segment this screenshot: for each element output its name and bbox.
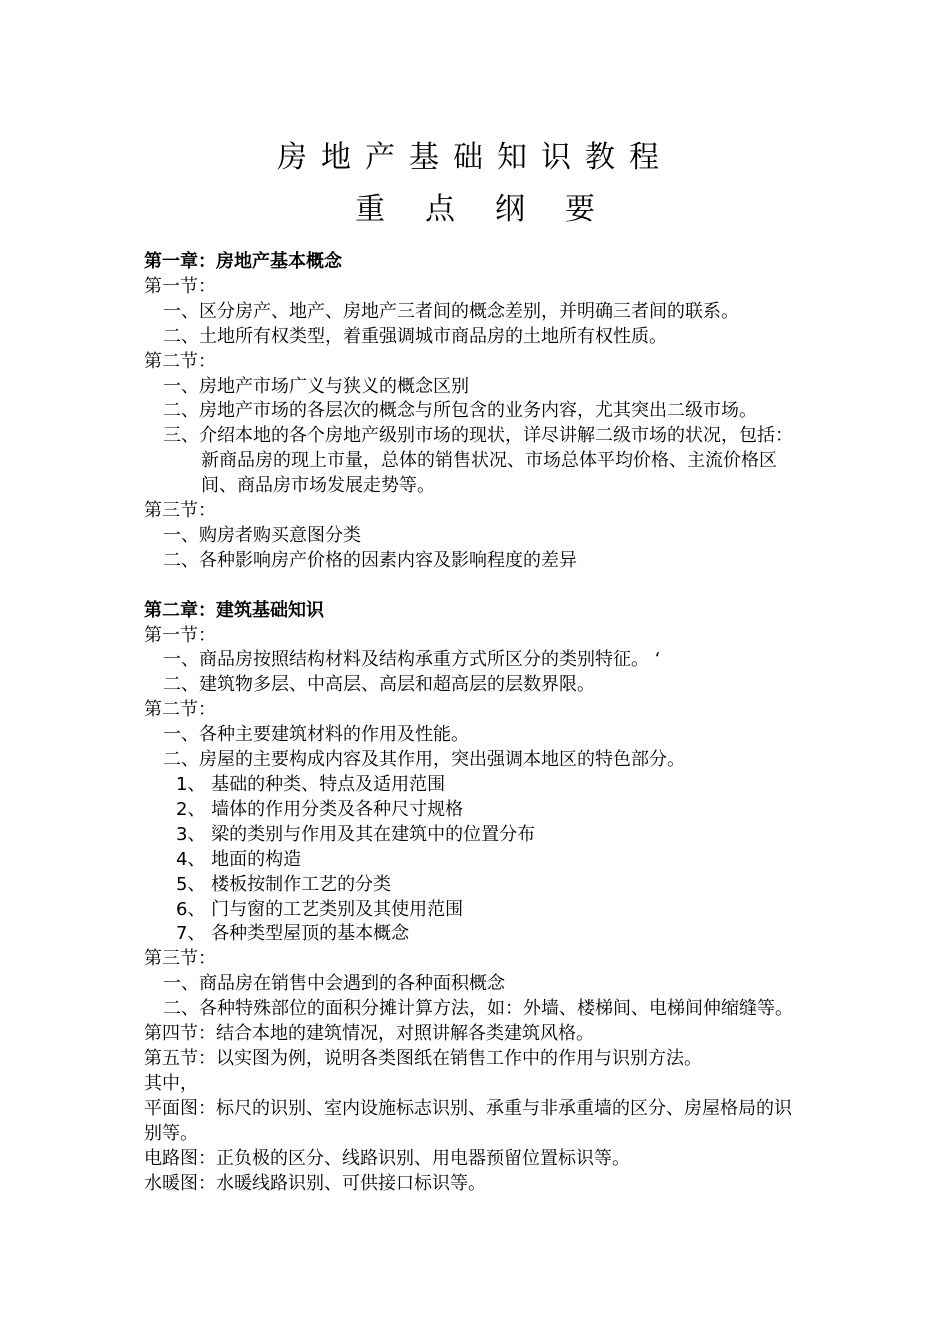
plan-item: 平面图：标尺的识别、室内设施标志识别、承重与非承重墙的区分、房屋格局的识别等。: [144, 1097, 792, 1144]
list-item: 一、区分房产、地产、房地产三者间的概念差别，并明确三者间的联系。: [163, 300, 739, 322]
document-title: 房地产基础知识教程: [277, 140, 673, 175]
list-item: 一、购房者购买意图分类: [163, 524, 361, 546]
list-item: 二、土地所有权类型，着重强调城市商品房的土地所有权性质。: [163, 325, 667, 347]
list-item: 一、商品房按照结构材料及结构承重方式所区分的类别特征。 ‘: [163, 649, 661, 671]
document-body: [144, 250, 809, 1196]
chapter-2-heading: 第二章：建筑基础知识: [144, 599, 324, 621]
list-item: 一、各种主要建筑材料的作用及性能。: [163, 724, 469, 746]
sub-list-item: 1、 基础的种类、特点及适用范围: [176, 774, 446, 796]
list-item: 一、商品房在销售中会遇到的各种面积概念: [163, 973, 505, 995]
section-label: 第三节：: [144, 500, 216, 522]
sub-list-item: 7、 各种类型屋顶的基本概念: [176, 923, 410, 945]
sub-list-item: 3、 梁的类别与作用及其在建筑中的位置分布: [176, 823, 536, 845]
section-label: 第二节：: [144, 699, 216, 721]
list-item: 二、房屋的主要构成内容及其作用，突出强调本地区的特色部分。: [163, 749, 685, 771]
among-line: 其中，: [144, 1072, 198, 1094]
sub-list-item: 6、 门与窗的工艺类别及其使用范围: [176, 898, 464, 920]
section-5-line: 第五节：以实图为例，说明各类图纸在销售工作中的作用与识别方法。: [144, 1047, 702, 1069]
list-item: 三、介绍本地的各个房地产级别市场的现状，详尽讲解二级市场的状况，包括：新商品房的现上市量，总体的销售状况、市场总体平均价格、主流价格区间、商品房市场发展走势等。: [163, 425, 793, 497]
list-item: 二、建筑物多层、中高层、高层和超高层的层数界限。: [163, 674, 595, 696]
plan-item: 水暖图：水暖线路识别、可供接口标识等。: [144, 1172, 486, 1194]
list-item: 二、各种特殊部位的面积分摊计算方法，如：外墙、楼梯间、电梯间伸缩缝等。: [163, 998, 793, 1020]
section-label: 第二节：: [144, 350, 216, 372]
section-label: 第一节：: [144, 275, 216, 297]
document-subtitle: 重点纲要: [355, 192, 635, 227]
chapter-1-heading: 第一章：房地产基本概念: [144, 251, 342, 272]
sub-list-item: 5、 楼板按制作工艺的分类: [176, 873, 392, 895]
sub-list-item: 4、 地面的构造: [176, 848, 302, 870]
list-item: 一、房地产市场广义与狭义的概念区别: [163, 375, 469, 397]
list-item: 二、各种影响房产价格的因素内容及影响程度的差异: [163, 549, 577, 571]
section-4-line: 第四节：结合本地的建筑情况，对照讲解各类建筑风格。: [144, 1023, 594, 1045]
list-item: 二、房地产市场的各层次的概念与所包含的业务内容，尤其突出二级市场。: [163, 400, 757, 422]
plan-item: 电路图：正负极的区分、线路识别、用电器预留位置标识等。: [144, 1147, 630, 1169]
sub-list-item: 2、 墙体的作用分类及各种尺寸规格: [176, 798, 464, 820]
spacer: [144, 574, 809, 599]
section-label: 第一节：: [144, 624, 216, 646]
section-label: 第三节：: [144, 948, 216, 970]
